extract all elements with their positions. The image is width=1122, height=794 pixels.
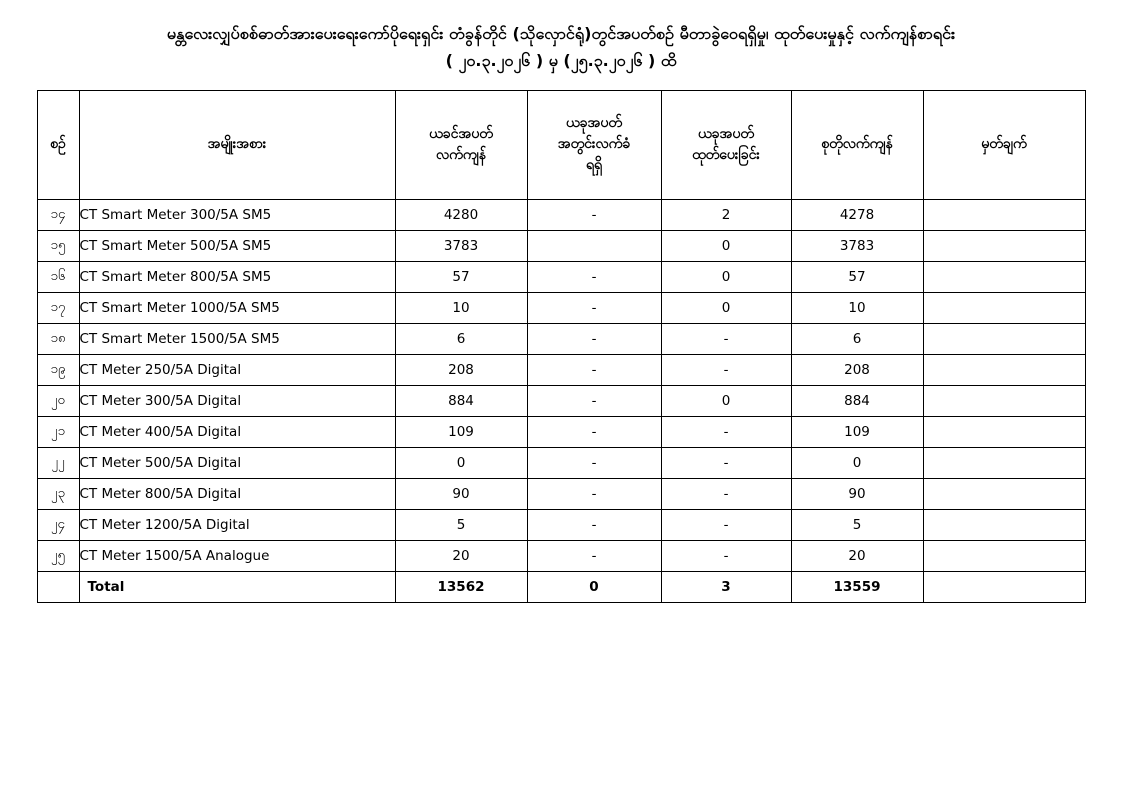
cell-received: - — [527, 292, 661, 323]
cell-type: CT Smart Meter 1500/5A SM5 — [79, 323, 395, 354]
column-header-previous-balance-line2: လက်ကျန် — [436, 146, 486, 163]
cell-received: - — [527, 354, 661, 385]
cell-remark — [923, 540, 1085, 571]
column-header-issued — [661, 90, 791, 199]
column-header-remark: မှတ်ချက် — [923, 90, 1085, 199]
cell-previous: 884 — [395, 385, 527, 416]
column-header-previous-balance — [395, 90, 527, 199]
cell-total-no — [37, 571, 79, 602]
cell-remark — [923, 323, 1085, 354]
column-header-no: စဉ် — [37, 90, 79, 199]
cell-type: CT Smart Meter 800/5A SM5 — [79, 261, 395, 292]
cell-remark — [923, 447, 1085, 478]
cell-closing: 3783 — [791, 230, 923, 261]
cell-issued: - — [661, 354, 791, 385]
table-row — [37, 199, 1085, 230]
cell-no: ၁၆ — [37, 261, 79, 292]
cell-remark — [923, 416, 1085, 447]
cell-total-issued: 3 — [661, 571, 791, 602]
column-header-closing-balance: စုတိုလက်ကျန် — [791, 90, 923, 199]
cell-closing: 90 — [791, 478, 923, 509]
column-header-issued-line1: ယခုအပတ် — [698, 125, 754, 142]
cell-previous: 0 — [395, 447, 527, 478]
table-row — [37, 540, 1085, 571]
cell-no: ၂၁ — [37, 416, 79, 447]
cell-closing: 57 — [791, 261, 923, 292]
cell-issued: - — [661, 540, 791, 571]
column-header-received-line2: အတွင်းလက်ခံ — [557, 136, 631, 153]
cell-received: - — [527, 416, 661, 447]
column-header-type: အမျိုးအစား — [79, 90, 395, 199]
cell-received: - — [527, 478, 661, 509]
cell-issued: 0 — [661, 385, 791, 416]
cell-type: CT Meter 1200/5A Digital — [79, 509, 395, 540]
table-total-row — [37, 571, 1085, 602]
cell-remark — [923, 199, 1085, 230]
cell-total-received: 0 — [527, 571, 661, 602]
cell-closing: 0 — [791, 447, 923, 478]
cell-issued: - — [661, 416, 791, 447]
cell-closing: 20 — [791, 540, 923, 571]
cell-total-closing: 13559 — [791, 571, 923, 602]
table-row — [37, 354, 1085, 385]
cell-closing: 109 — [791, 416, 923, 447]
table-row — [37, 509, 1085, 540]
meter-stock-table — [37, 90, 1086, 603]
cell-previous: 90 — [395, 478, 527, 509]
cell-type: CT Meter 300/5A Digital — [79, 385, 395, 416]
cell-received: - — [527, 509, 661, 540]
cell-no: ၂၅ — [37, 540, 79, 571]
cell-previous: 20 — [395, 540, 527, 571]
cell-remark — [923, 230, 1085, 261]
cell-closing: 208 — [791, 354, 923, 385]
cell-received: - — [527, 261, 661, 292]
cell-type: CT Meter 800/5A Digital — [79, 478, 395, 509]
cell-closing: 6 — [791, 323, 923, 354]
cell-previous: 208 — [395, 354, 527, 385]
table-row — [37, 385, 1085, 416]
cell-total-previous: 13562 — [395, 571, 527, 602]
cell-type: CT Smart Meter 500/5A SM5 — [79, 230, 395, 261]
cell-no: ၁၇ — [37, 292, 79, 323]
cell-no: ၂၄ — [37, 509, 79, 540]
cell-no: ၁၄ — [37, 199, 79, 230]
cell-closing: 10 — [791, 292, 923, 323]
cell-remark — [923, 292, 1085, 323]
column-header-received — [527, 90, 661, 199]
cell-no: ၂၃ — [37, 478, 79, 509]
cell-issued: - — [661, 323, 791, 354]
cell-received — [527, 230, 661, 261]
cell-previous: 57 — [395, 261, 527, 292]
cell-previous: 109 — [395, 416, 527, 447]
cell-received: - — [527, 385, 661, 416]
cell-received: - — [527, 447, 661, 478]
table-row — [37, 292, 1085, 323]
table-row — [37, 416, 1085, 447]
cell-received: - — [527, 540, 661, 571]
column-header-received-line1: ယခုအပတ် — [566, 115, 622, 132]
cell-no: ၁၅ — [37, 230, 79, 261]
document-title-block — [0, 0, 1122, 76]
cell-issued: - — [661, 447, 791, 478]
cell-no: ၂၂ — [37, 447, 79, 478]
cell-remark — [923, 261, 1085, 292]
cell-previous: 5 — [395, 509, 527, 540]
cell-type: CT Meter 400/5A Digital — [79, 416, 395, 447]
cell-issued: 0 — [661, 261, 791, 292]
table-row — [37, 478, 1085, 509]
cell-received: - — [527, 323, 661, 354]
column-header-issued-line2: ထုတ်ပေးခြင်း — [692, 146, 760, 163]
cell-issued: 2 — [661, 199, 791, 230]
cell-previous: 3783 — [395, 230, 527, 261]
cell-issued: 0 — [661, 230, 791, 261]
cell-no: ၂၀ — [37, 385, 79, 416]
cell-previous: 6 — [395, 323, 527, 354]
cell-remark — [923, 354, 1085, 385]
column-header-received-line3: ရရှိ — [585, 157, 603, 174]
cell-previous: 10 — [395, 292, 527, 323]
cell-type: CT Meter 500/5A Digital — [79, 447, 395, 478]
column-header-previous-balance-line1: ယခင်အပတ် — [429, 125, 493, 142]
cell-remark — [923, 385, 1085, 416]
cell-remark — [923, 478, 1085, 509]
cell-closing: 884 — [791, 385, 923, 416]
table-body — [37, 199, 1085, 602]
cell-type: CT Smart Meter 1000/5A SM5 — [79, 292, 395, 323]
table-header-row — [37, 90, 1085, 199]
cell-total-label: Total — [79, 571, 395, 602]
table-row — [37, 261, 1085, 292]
cell-no: ၁၈ — [37, 323, 79, 354]
cell-total-remark — [923, 571, 1085, 602]
cell-received: - — [527, 199, 661, 230]
table-header — [37, 90, 1085, 199]
cell-issued: - — [661, 478, 791, 509]
cell-type: CT Smart Meter 300/5A SM5 — [79, 199, 395, 230]
table-row — [37, 230, 1085, 261]
cell-previous: 4280 — [395, 199, 527, 230]
cell-type: CT Meter 250/5A Digital — [79, 354, 395, 385]
cell-issued: 0 — [661, 292, 791, 323]
table-row — [37, 323, 1085, 354]
page-subtitle: ( ၂၀.၃.၂၀၂၆ ) မှ (၂၅.၃.၂၀၂၆ ) ထိ — [445, 50, 677, 70]
cell-remark — [923, 509, 1085, 540]
table-row — [37, 447, 1085, 478]
cell-closing: 4278 — [791, 199, 923, 230]
cell-no: ၁၉ — [37, 354, 79, 385]
cell-closing: 5 — [791, 509, 923, 540]
page-title: မန္တလေးလျှပ်စစ်ဓာတ်အားပေးရေးကော်ပိုရေးရှင်း တံခွန်တိုင် (သိုလှောင်ရုံ)တွင်အပတ်စဉ် မီတာခွဲဝေရရှိမှု၊ ထုတ်ပေးမှုနှင့် လက်ကျန်စာရင်း — [166, 24, 956, 43]
cell-type: CT Meter 1500/5A Analogue — [79, 540, 395, 571]
cell-issued: - — [661, 509, 791, 540]
